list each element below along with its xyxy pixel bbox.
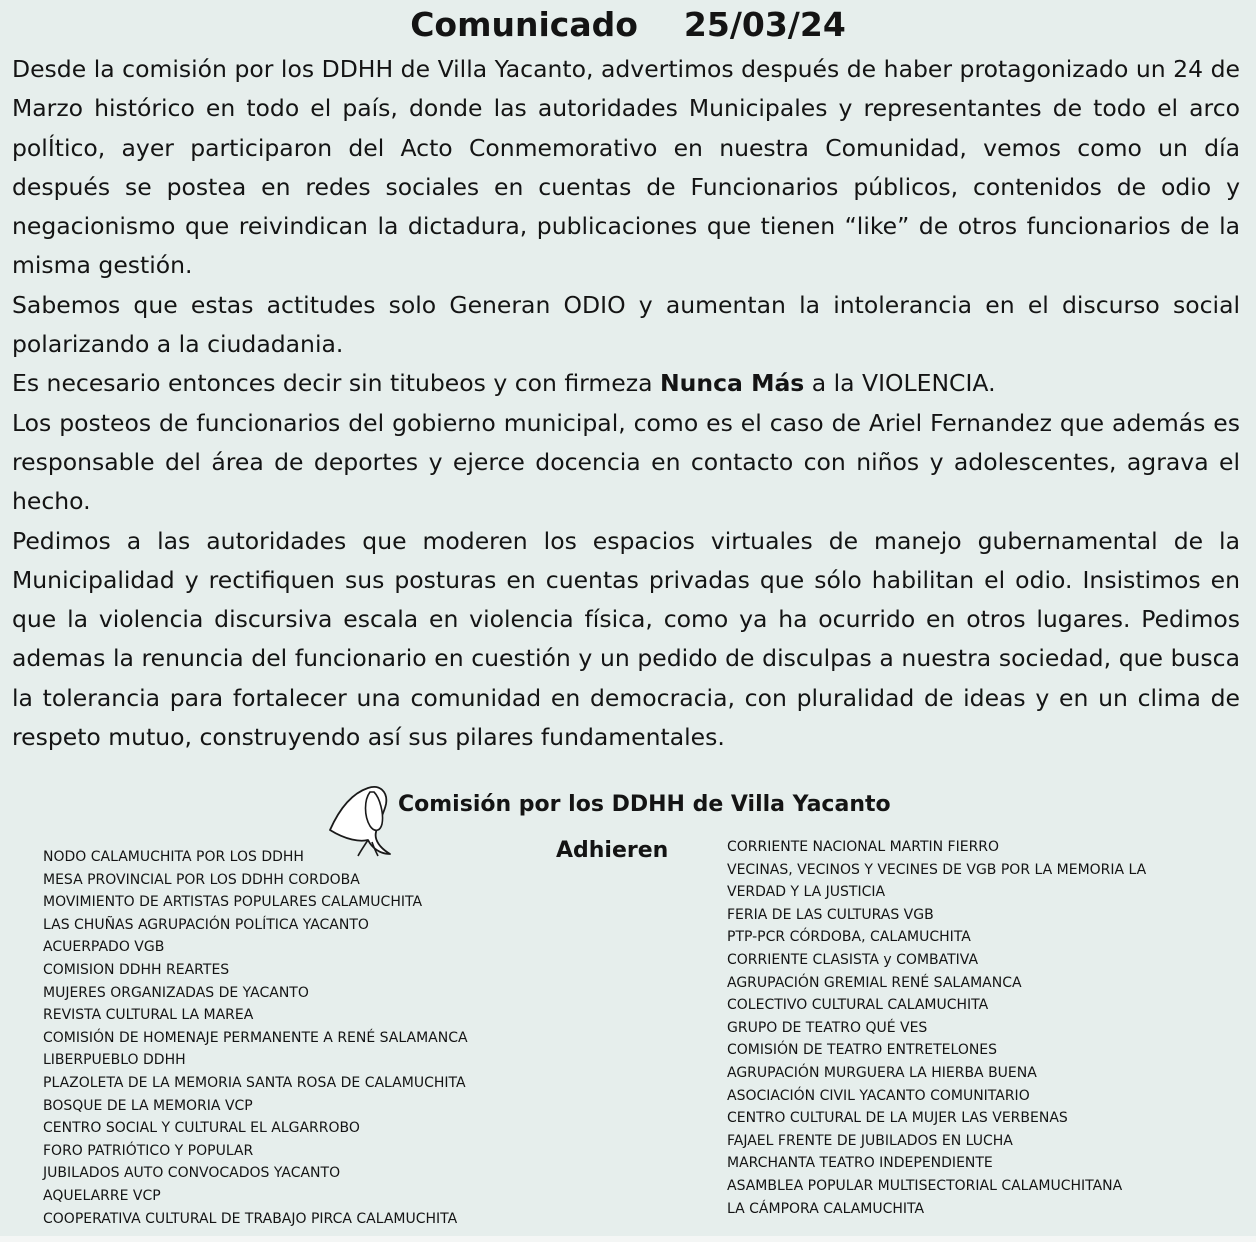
paragraph-4: Los posteos de funcionarios del gobierno municipal, como es el caso de Ariel Fernandez que además es responsable del área de deportes y ejerce docencia en contacto con niños y adolescentes, agrava el hecho. xyxy=(12,408,1240,516)
adherent-item: CORRIENTE NACIONAL MARTIN FIERRO xyxy=(727,839,1000,855)
adherent-item: AGRUPACIÓN GREMIAL RENÉ SALAMANCA xyxy=(727,974,1022,991)
adherent-item: NODO CALAMUCHITA POR LOS DDHH xyxy=(43,849,304,865)
adherent-item: ASAMBLEA POPULAR MULTISECTORIAL CALAMUCHITANA xyxy=(727,1177,1123,1194)
adherent-item: COMISIÓN DE TEATRO ENTRETELONES xyxy=(727,1042,998,1059)
adherent-item: BOSQUE DE LA MEMORIA VCP xyxy=(43,1097,253,1114)
adherent-item: MARCHANTA TEATRO INDEPENDIENTE xyxy=(727,1155,993,1172)
adherent-item: CENTRO CULTURAL DE LA MUJER LAS VERBENAS xyxy=(727,1110,1068,1127)
statement-body xyxy=(12,50,1240,757)
document-title xyxy=(0,4,1256,46)
signature: Comisión por los DDHH de Villa Yacanto xyxy=(398,792,891,817)
title-text: Comunicado xyxy=(410,5,638,44)
adherent-item: AGRUPACIÓN MURGUERA LA HIERBA BUENA xyxy=(727,1064,1037,1081)
paragraph-3-end: a la VIOLENCIA. xyxy=(804,369,996,398)
adherent-item: MOVIMIENTO DE ARTISTAS POPULARES CALAMUCHITA xyxy=(43,894,423,911)
adherent-item: REVISTA CULTURAL LA MAREA xyxy=(43,1007,254,1024)
paragraph-3-start: Es necesario entonces decir sin titubeos y con firmeza xyxy=(12,369,660,398)
adherent-item: LA CÁMPORA CALAMUCHITA xyxy=(727,1200,925,1217)
adherent-item: ASOCIACIÓN CIVIL YACANTO COMUNITARIO xyxy=(727,1087,1030,1104)
adherent-item: ACUERPADO VGB xyxy=(43,939,165,956)
adherent-item: VECINAS, VECINOS Y VECINES DE VGB POR LA MEMORIA LA VERDAD Y LA JUSTICIA xyxy=(727,861,1147,901)
adherents-left-list xyxy=(43,846,468,1230)
adherent-item: CORRIENTE CLASISTA y COMBATIVA xyxy=(727,951,979,968)
adherent-item: PTP-PCR CÓRDOBA, CALAMUCHITA xyxy=(727,929,971,946)
adherent-item: COMISIÓN DE HOMENAJE PERMANENTE A RENÉ SALAMANCA xyxy=(43,1029,468,1046)
adherent-item: LAS CHUÑAS AGRUPACIÓN POLÍTICA YACANTO xyxy=(43,916,369,933)
nunca-mas-emphasis: Nunca Más xyxy=(659,369,805,398)
adherent-item: AQUELARRE VCP xyxy=(43,1187,161,1204)
adherent-item: CENTRO SOCIAL Y CULTURAL EL ALGARROBO xyxy=(43,1120,360,1137)
adherent-item: PLAZOLETA DE LA MEMORIA SANTA ROSA DE CALAMUCHITA xyxy=(43,1074,466,1091)
adherent-item: COOPERATIVA CULTURAL DE TRABAJO PIRCA CALAMUCHITA xyxy=(43,1210,458,1227)
paragraph-3 xyxy=(12,364,1240,403)
bottom-edge xyxy=(0,1236,1256,1242)
adherent-item: COLECTIVO CULTURAL CALAMUCHITA xyxy=(727,997,989,1014)
adhieren-label: Adhieren xyxy=(556,838,669,863)
adherents-right-list xyxy=(727,836,1197,1220)
adherent-item: LIBERPUEBLO DDHH xyxy=(43,1052,186,1069)
title-date: 25/03/24 xyxy=(683,5,846,44)
adherent-item: FORO PATRIÓTICO Y POPULAR xyxy=(43,1142,254,1159)
paragraph-1: Desde la comisión por los DDHH de Villa Yacanto, advertimos después de haber protagonizado un 24 de Marzo histórico en todo el país, donde las autoridades Municipales y representantes de todo el arco polÍtico, ayer participaron del Acto Conmemorativo en nuestra Comunidad, vemos como un día después se postea en redes sociales en cuentas de Funcionarios públicos, contenidos de odio y negacionismo que reivindican la dictadura, publicaciones que tienen “like” de otros funcionarios de la misma gestión. xyxy=(12,55,1240,280)
adherent-item: GRUPO DE TEATRO QUÉ VES xyxy=(727,1019,928,1036)
paragraph-5: Pedimos a las autoridades que moderen los espacios virtuales de manejo gubernamental de la Municipalidad y rectifiquen sus posturas en cuentas privadas que sólo habilitan el odio. Insistimos en que la violencia discursiva escala en violencia física, como ya ha ocurrido en otros lugares. Pedimos ademas la renuncia del funcionario en cuestión y un pedido de disculpas a nuestra sociedad, que busca la tolerancia para fortalecer una comunidad en democracia, con pluralidad de ideas y en un clima de respeto mutuo, construyendo así sus pilares fundamentales. xyxy=(12,526,1240,752)
adherent-item: COMISION DDHH REARTES xyxy=(43,961,230,978)
adherent-item: FAJAEL FRENTE DE JUBILADOS EN LUCHA xyxy=(727,1132,1013,1149)
adherent-item: MESA PROVINCIAL POR LOS DDHH CORDOBA xyxy=(43,871,360,888)
adherent-item: JUBILADOS AUTO CONVOCADOS YACANTO xyxy=(43,1165,341,1182)
adherent-item: FERIA DE LAS CULTURAS VGB xyxy=(727,906,934,923)
paragraph-2: Sabemos que estas actitudes solo Generan ODIO y aumentan la intolerancia en el discurso social polarizando a la ciudadania. xyxy=(12,290,1240,359)
adherent-item: MUJERES ORGANIZADAS DE YACANTO xyxy=(43,984,309,1001)
